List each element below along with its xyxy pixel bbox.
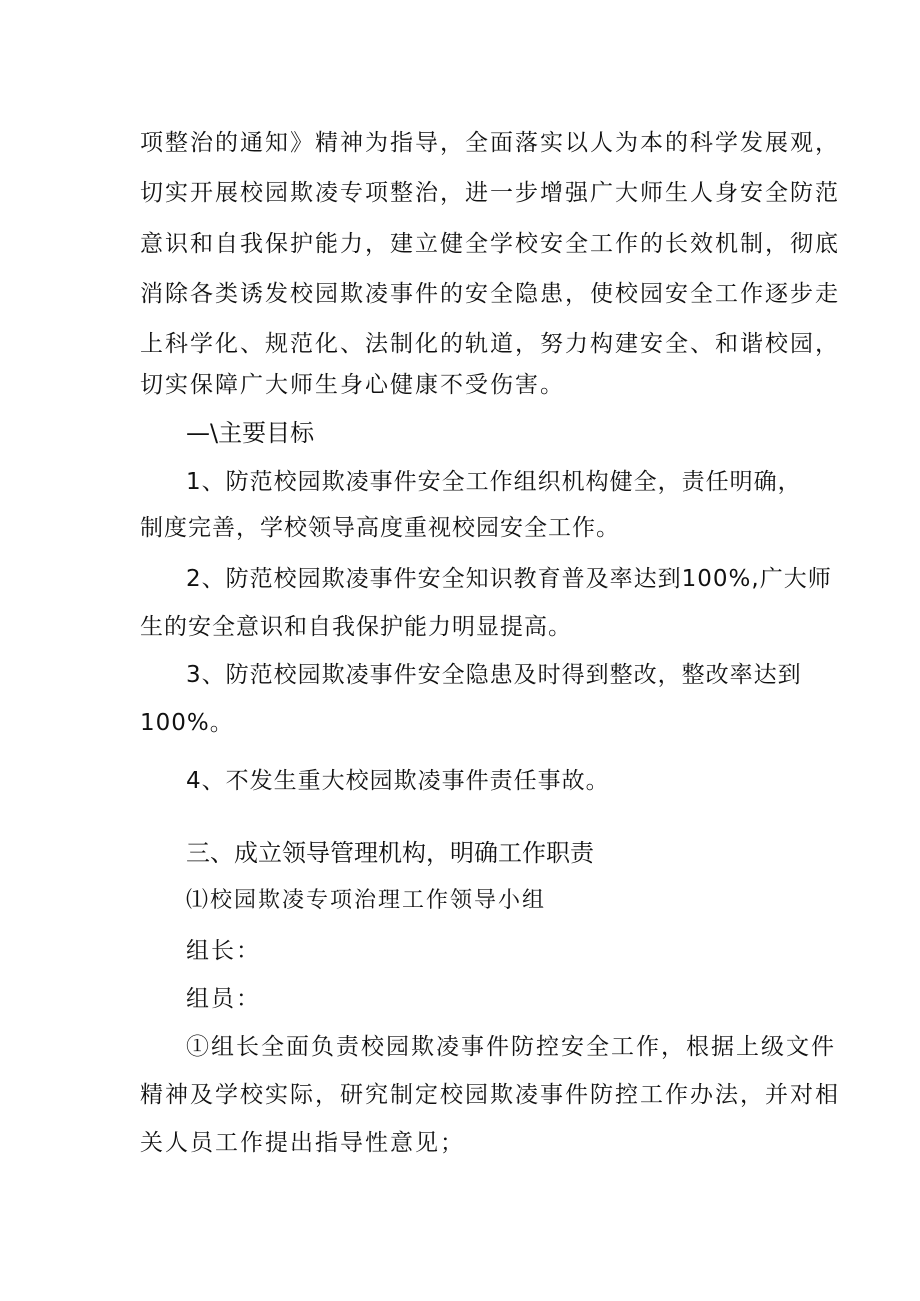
paragraph-line: 上科学化、规范化、法制化的轨道，努力构建安全、和谐校园， — [140, 331, 840, 357]
paragraph-line: 消除各类诱发校园欺凌事件的安全隐患，使校园安全工作逐步走 — [140, 281, 840, 307]
subsection-heading: ⑴校园欺凌专项治理工作领导小组 — [186, 888, 547, 913]
duty-line: ①组长全面负责校园欺凌事件防控安全工作，根据上级文件 — [186, 1034, 836, 1060]
paragraph-line: 意识和自我保护能力，建立健全学校安全工作的长效机制，彻底 — [140, 231, 840, 257]
goal-item-line: 1、防范校园欺凌事件安全工作组织机构健全，责任明确， — [186, 469, 802, 495]
duty-line: 关人员工作提出指导性意见； — [140, 1130, 465, 1156]
paragraph-line: 项整治的通知》精神为指导，全面落实以人为本的科学发展观， — [140, 130, 840, 156]
goal-item-line: 生的安全意识和自我保护能力明显提高。 — [140, 614, 572, 640]
paragraph-line: 切实开展校园欺凌专项整治，进一步增强广大师生人身安全防范 — [140, 180, 840, 206]
goal-item-line: 100%。 — [140, 710, 234, 736]
leader-label: 组长： — [186, 938, 261, 964]
goal-item-line: 2、防范校园欺凌事件安全知识教育普及率达到100%,广大师 — [186, 566, 832, 592]
member-label: 组员： — [186, 986, 261, 1012]
goal-item-line: 4、不发生重大校园欺凌事件责任事故。 — [186, 768, 610, 794]
duty-line: 精神及学校实际，研究制定校园欺凌事件防控工作办法，并对相 — [140, 1082, 840, 1108]
section-heading-three: 三、成立领导管理机构，明确工作职责 — [186, 839, 594, 867]
section-heading-goals: —\主要目标 — [186, 419, 315, 447]
goal-item-line: 3、防范校园欺凌事件安全隐患及时得到整改，整改率达到 — [186, 662, 802, 688]
paragraph-line: 切实保障广大师生身心健康不受伤害。 — [140, 372, 565, 398]
goal-item-line: 制度完善，学校领导高度重视校园安全工作。 — [140, 515, 620, 541]
